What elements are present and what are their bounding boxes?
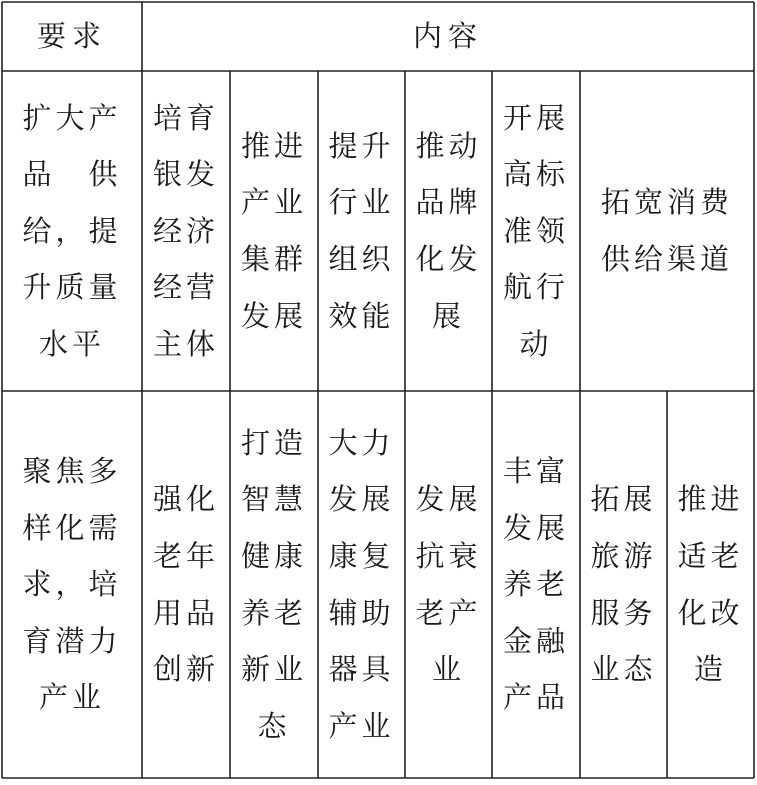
row2-item: 打造 智慧 健康 养老 新业 态 xyxy=(240,425,307,743)
header-requirement: 要求 xyxy=(36,19,107,54)
row2-item-cell xyxy=(142,391,230,778)
row1-item-cell xyxy=(492,71,580,391)
row2-item-cell xyxy=(230,391,318,778)
row2-item: 丰富 发展 养老 金融 产品 xyxy=(502,454,569,715)
row2-item: 发展 抗衰 老产 业 xyxy=(415,482,482,687)
row1-item: 培育 银发 经济 经营 主体 xyxy=(152,100,219,361)
row1-item-cell xyxy=(318,71,405,391)
row1-item: 开展 高标 准领 航行 动 xyxy=(502,100,569,361)
row2-item-cell xyxy=(405,391,492,778)
row2-requirement: 聚焦多 样化需 求，培 育潜力 产业 xyxy=(22,454,122,715)
row2-item-cell xyxy=(667,391,754,778)
row2-item: 拓展 旅游 服务 业态 xyxy=(590,482,657,687)
row1-item-cell xyxy=(142,71,230,391)
row1-item-cell xyxy=(580,71,754,391)
row2-item: 推进 适老 化改 造 xyxy=(677,482,744,687)
header-requirement-cell xyxy=(2,2,142,71)
row1-item: 推进 产业 集群 发展 xyxy=(240,128,307,333)
header-content: 内容 xyxy=(412,19,483,54)
row1-item: 提升 行业 组织 效能 xyxy=(328,128,395,333)
row1-item-cell xyxy=(230,71,318,391)
row2-item: 强化 老年 用品 创新 xyxy=(152,482,219,687)
row1-item-cell xyxy=(405,71,492,391)
row2-item-cell xyxy=(318,391,405,778)
row2-item-cell xyxy=(580,391,667,778)
header-content-cell xyxy=(142,2,754,71)
row1-item: 推动 品牌 化发 展 xyxy=(415,128,482,333)
row1-item: 拓宽消费 供给渠道 xyxy=(600,185,733,276)
row2-item-cell xyxy=(492,391,580,778)
row1-requirement-cell xyxy=(2,71,142,391)
row2-requirement-cell xyxy=(2,391,142,778)
row1-requirement: 扩大产 品 供 给，提 升质量 水平 xyxy=(22,100,122,361)
row2-item: 大力 发展 康复 辅助 器具 产业 xyxy=(328,425,395,743)
